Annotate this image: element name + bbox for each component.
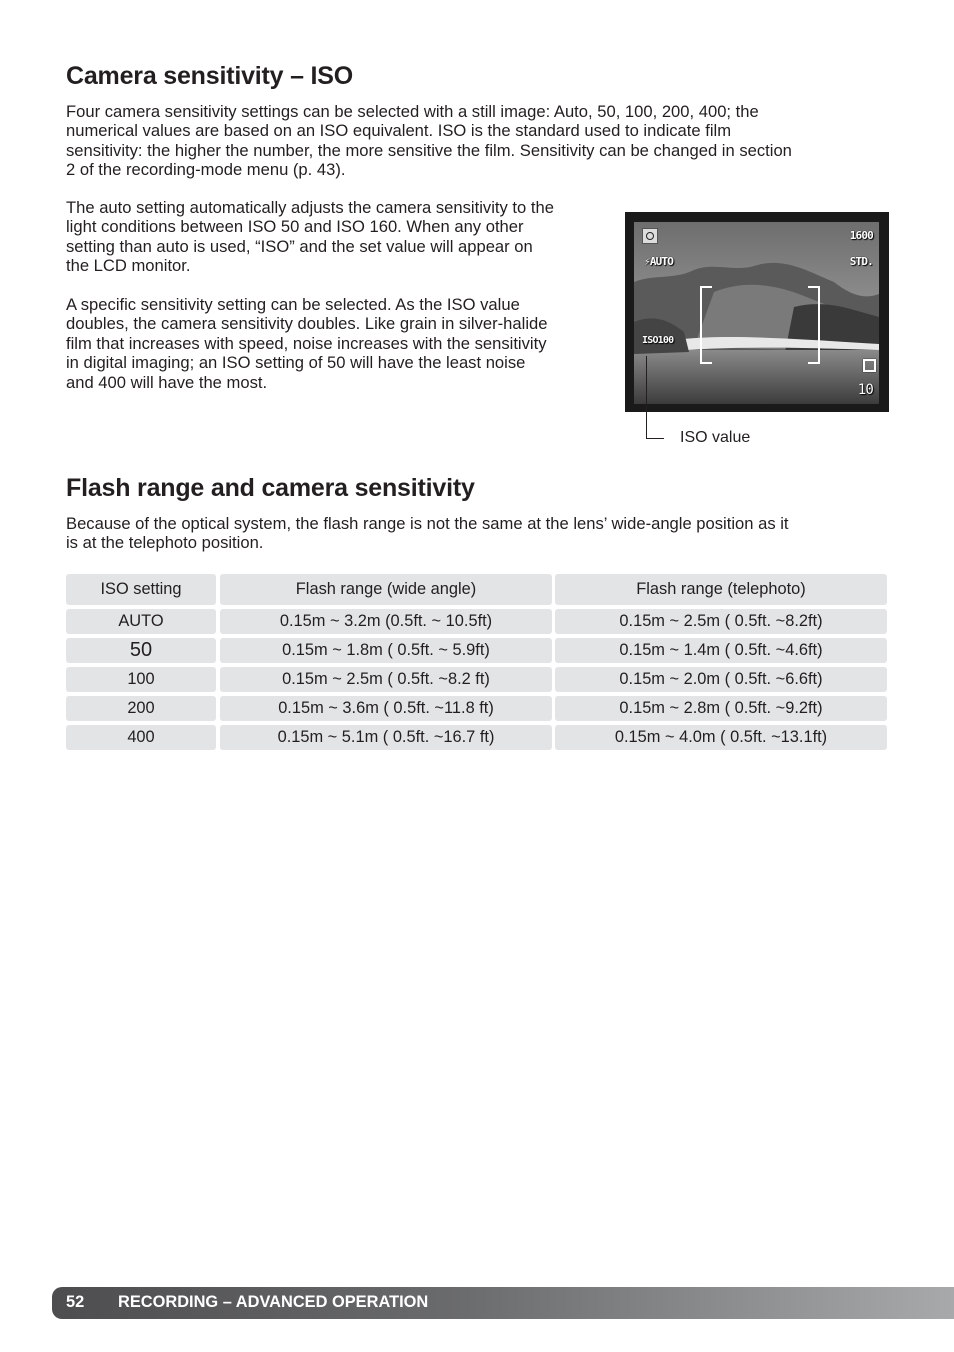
footer-section-title: RECORDING – ADVANCED OPERATION [118,1293,429,1311]
tele-range-cell: 0.15m ~ 2.0m ( 0.5ft. ~6.6ft) [555,667,887,692]
callout-leader-vertical [646,356,647,438]
table-row [66,638,887,667]
wide-range-cell: 0.15m ~ 5.1m ( 0.5ft. ~16.7 ft) [220,725,552,750]
text-line: and 400 will have the most. [66,372,268,392]
text-line: film that increases with speed, noise increases with the sensitivity [66,333,547,353]
tele-range-cell: 0.15m ~ 2.8m ( 0.5ft. ~9.2ft) [555,696,887,721]
header-cell: Flash range (wide angle) [220,574,552,605]
iso-cell: 400 [66,725,216,750]
text-line: setting than auto is used, “ISO” and the set value will appear on [66,236,533,256]
flash-mode-indicator [644,255,673,268]
coastal-landscape-photo [634,222,879,404]
text-line: numerical values are based on an ISO equivalent. ISO is the standard used to indicate film [66,121,732,141]
callout-leader-horizontal [646,438,664,439]
tele-range-cell: 0.15m ~ 2.5m ( 0.5ft. ~8.2ft) [555,609,887,634]
tele-range-cell: 0.15m ~ 4.0m ( 0.5ft. ~13.1ft) [555,725,887,750]
iso-display: ISO100 [642,335,674,346]
flash-range-table [66,574,887,752]
text-line: sensitivity: the higher the number, the more sensitive the film. Sensitivity can be changed in section [66,140,792,160]
text-line: is at the telephoto position. [66,533,264,553]
af-frame-right-bracket [808,286,820,364]
iso-specific-paragraph [66,295,618,392]
wide-range-cell: 0.15m ~ 2.5m ( 0.5ft. ~8.2 ft) [220,667,552,692]
section-title-iso: Camera sensitivity – ISO [66,62,354,90]
table-row [66,609,887,638]
iso-cell: 50 [66,638,216,663]
text-line: doubles, the camera sensitivity doubles. Like grain in silver-halide [66,314,548,334]
flash-icon: ⚡ [644,255,650,268]
wide-range-cell: 0.15m ~ 3.6m ( 0.5ft. ~11.8 ft) [220,696,552,721]
iso-cell: 100 [66,667,216,692]
text-line: light conditions between ISO 50 and ISO 160. When any other [66,217,524,237]
header-cell: Flash range (telephoto) [555,574,887,605]
text-line: the LCD monitor. [66,256,191,276]
flash-mode-label: AUTO [649,255,674,268]
lcd-monitor-illustration [625,212,889,412]
wide-range-cell: 0.15m ~ 1.8m ( 0.5ft. ~ 5.9ft) [220,638,552,663]
section-title-flash-range: Flash range and camera sensitivity [66,474,475,502]
image-size-indicator: 1600 [849,229,873,242]
page-number: 52 [66,1293,85,1311]
frame-counter: 10 [857,382,873,398]
text-line: Because of the optical system, the flash range is not the same at the lens’ wide-angle position as it [66,514,789,533]
lcd-screen [634,222,879,404]
tele-range-cell: 0.15m ~ 1.4m ( 0.5ft. ~4.6ft) [555,638,887,663]
table-header-row [66,574,887,607]
iso-auto-paragraph [66,198,618,276]
macro-frame-icon [863,359,876,372]
iso-cell: AUTO [66,609,216,634]
iso-value-callout: ISO value [680,429,751,446]
text-line: A specific sensitivity setting can be selected. As the ISO value [66,295,520,314]
text-line: The auto setting automatically adjusts the camera sensitivity to the [66,198,554,217]
page-footer-bar [52,1287,954,1319]
table-row [66,725,887,754]
table-row [66,696,887,725]
text-line: in digital imaging; an ISO setting of 50 will have the least noise [66,353,526,373]
flash-range-paragraph [66,514,896,553]
wide-range-cell: 0.15m ~ 3.2m (0.5ft. ~ 10.5ft) [220,609,552,634]
text-line: Four camera sensitivity settings can be selected with a still image: Auto, 50, 100, 200, 400; the [66,102,759,121]
text-line: 2 of the recording-mode menu (p. 43). [66,160,346,180]
table-row [66,667,887,696]
header-cell: ISO setting [66,574,216,605]
iso-intro-paragraph [66,102,896,180]
camera-mode-icon [642,228,658,244]
image-quality-indicator: STD. [849,255,873,268]
af-frame-left-bracket [700,286,712,364]
iso-cell: 200 [66,696,216,721]
